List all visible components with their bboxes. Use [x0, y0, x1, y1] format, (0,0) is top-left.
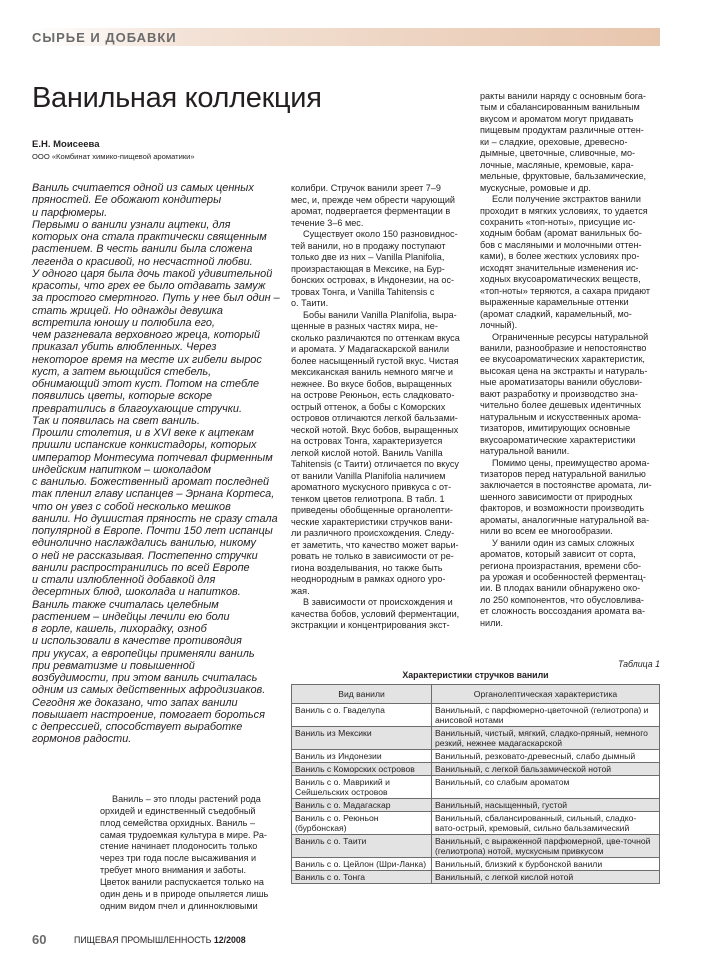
epigraph-line: Прошли столетия, и в XVI веке к ацтекам [32, 427, 254, 439]
table-caption: Характеристики стручков ванили [402, 670, 549, 680]
body-text-line: на острове Реюньон, есть сладковато- [291, 390, 455, 400]
journal-footer [74, 935, 246, 945]
epigraph-line: одним из самых действенных афродизиаков. [32, 684, 266, 697]
body-text-line: (аромат сладкий, карамельный, мо- [480, 308, 632, 319]
body-text-line: через три года после высаживания и [100, 853, 257, 864]
body-text-line: ходных вкусоароматических веществ, [480, 274, 641, 285]
body-column-2 [291, 183, 467, 632]
table-row [292, 750, 660, 763]
epigraph-line: и стали излюбленной добавкой для [32, 574, 216, 586]
section-label: СЫРЬЕ И ДОБАВКИ [32, 30, 177, 45]
body-text-line: легкой кислой нотой. Ваниль Vanilla [291, 447, 443, 458]
body-text-line: колибри. Стручок ванили зреет 7–9 [291, 183, 441, 193]
body-text-line: одним видом пчел и длинноклювыми [100, 900, 258, 911]
body-text-line: Помимо цены, преимущество арома- [492, 457, 650, 468]
epigraph-line: гормонов радости. [32, 733, 132, 746]
body-text-line: Цветок ванили распускается только на [100, 876, 264, 887]
table-cell-vanilla-type: Ваниль с о. Реюньон (бурбонская) [292, 812, 432, 835]
epigraph-line: популярной в Европе. Почти 150 лет испанцы [32, 525, 273, 537]
epigraph-line: Первыми о ванили узнали ацтеки, для [32, 218, 231, 231]
body-text-line: неоднородным в рамках одного уро- [291, 574, 446, 584]
body-text-line: Tahitensis (с Таити) отличается по вкусу [291, 459, 459, 469]
epigraph-line: возбудимости, при этом ваниль считалась [32, 672, 258, 684]
epigraph-line: которых она стала практически священным [32, 231, 267, 243]
body-text-line: лочный). [480, 320, 518, 331]
body-text-line: тизаторов, имитирующих основные [480, 423, 631, 434]
epigraph-line: и использовали в качестве противоядия [32, 635, 242, 648]
epigraph-line: так пленил главу испанцев – Эрнана Кортеса, [32, 488, 275, 501]
body-text-line: Существует около 150 разновиднос- [303, 229, 458, 239]
body-text-line: проходит в мягких условиях, то удается [480, 205, 648, 216]
table-cell-vanilla-type: Ваниль с о. Тонга [292, 871, 432, 884]
epigraph-line: пришли испанские конкистадоры, которых [32, 439, 257, 452]
body-text-line: пищевым продуктам различные оттен- [480, 125, 644, 136]
table-row [292, 763, 660, 776]
body-text-line: региона произрастания, времени сбо- [480, 560, 642, 571]
body-text-line: ли различного происхождения. Следу- [291, 528, 455, 538]
epigraph-line: единолично наслаждались ванилью, никому [32, 537, 256, 550]
table-cell-characteristic: Ванильный, сбалансированный, сильный, сладко-вато-острый, кремовый, сильно бальзамический [432, 812, 660, 835]
body-text-line: выраженные карамельные оттенки [480, 297, 629, 308]
body-text-line: натуральным и искусственных арома- [480, 411, 642, 422]
body-text-line: ровать не только в зависимости от ре- [291, 551, 454, 561]
body-text-line: мес, и, прежде чем обрести чарующий [291, 194, 455, 205]
table-cell-vanilla-type: Ваниль с о. Гваделупа [292, 704, 432, 727]
epigraph-line: в горле, кашель, лихорадку, озноб [32, 623, 207, 635]
table-cell-characteristic: Ванильный, чистый, мягкий, сладко-пряный, немного резкий, нежнее мадагаскарской [432, 727, 660, 750]
body-text-line: нили. [480, 617, 504, 628]
body-text-line: нили во всем ее многообразии. [480, 526, 613, 537]
body-text-line: бов с масляными и молочными оттен- [480, 239, 642, 250]
body-text-line: экстракции и концентрирования экст- [291, 620, 450, 630]
epigraph-line: красоты, что грех ее было отдавать замуж [32, 280, 266, 292]
body-text-line: ее вкусоароматических характеристик, [480, 354, 645, 365]
body-text-line: островов отличаются легкой бальзами- [291, 413, 458, 423]
body-text-line: требует много внимания и заботы. [100, 865, 247, 876]
body-text-line: сохранить «топ-ноты», присущие ис- [480, 216, 636, 227]
column-header-characteristic: Органолептическая характеристика [432, 685, 660, 704]
table-cell-characteristic: Ванильный, с выраженной парфюмерной, цве-точной (гелиотропа) нотой, мускусным привкусом [432, 835, 660, 858]
table-row [292, 799, 660, 812]
body-text-line: Если получение экстрактов ванили [492, 194, 641, 205]
table-row [292, 835, 660, 858]
table-cell-characteristic: Ванильный, насыщенный, густой [432, 799, 660, 812]
body-text-line: ароматы, аналогичные натуральной ва- [480, 514, 650, 525]
body-text-line: щенные в разных частях мира, не- [291, 321, 438, 331]
epigraph-line: за простого смертного. Путь у нее был один – [32, 292, 280, 305]
table-cell-vanilla-type: Ваниль из Индонезии [292, 750, 432, 763]
body-text-line: гиона возделывания, но также быть [291, 562, 443, 573]
body-text-line: ра урожая и особенностей ферментац- [480, 572, 646, 583]
journal-name: ПИЩЕВАЯ ПРОМЫШЛЕННОСТЬ [74, 935, 212, 945]
body-text-line: натуральной ванили. [480, 446, 570, 457]
epigraph-line: стать жрицей. Но однажды девушка [32, 304, 223, 317]
body-text-line: тым и сбалансированным ванильным [480, 102, 640, 113]
body-text-line: более насыщенный густой вкус. Чистая [291, 355, 459, 366]
table-header-row [292, 685, 660, 704]
body-text-line: орхидей и единственный съедобный [100, 805, 256, 816]
body-text-line: факторов, и возможности производить [480, 503, 645, 514]
journal-issue: 12/2008 [213, 935, 246, 945]
epigraph-line: с депрессией, способствует выработке [32, 721, 243, 733]
body-text-line: ванили, разнообразие и непостоянство [480, 342, 647, 353]
body-text-line: только две из них – Vanilla Planifolia, [291, 252, 445, 262]
epigraph-line: повышает настроение, помогает бороться [32, 708, 265, 721]
epigraph-line: император Монтесума потчевал фирменным [32, 451, 273, 464]
table-row [292, 858, 660, 871]
body-text-line: ки – сладкие, ореховые, древесно- [480, 136, 628, 147]
epigraph-line: легенда о красивой, но несчастной любви. [32, 255, 253, 268]
body-text-line: тизаторов перед натуральной ванилью [480, 468, 646, 479]
epigraph-line: обнимающий этот куст. Потом на стебле [32, 378, 260, 390]
body-text-line: высокая цена на экстракты и натураль- [480, 365, 648, 376]
body-text-line: ракты ванили наряду с основным бога- [480, 91, 646, 101]
epigraph-line: о ней не рассказывая. Постепенно стручки [32, 549, 258, 562]
body-text-line: ческой нотой. Вкус бобов, выращенных [291, 424, 459, 435]
epigraph-line: индейским напитком – шоколадом [32, 463, 211, 476]
intro-paragraph [100, 794, 280, 912]
body-text-line: ками), в более жестких условиях про- [480, 251, 640, 262]
table-cell-characteristic: Ванильный, близкий к бурбонской ванили [432, 858, 660, 871]
epigraph-line: некоторое время на месте их гибели вырос [32, 353, 262, 366]
body-text-line: качества бобов, условий ферментации, [291, 608, 460, 619]
epigraph-line: Так и появилась на свет ваниль. [32, 414, 200, 427]
body-text-line: В зависимости от происхождения и [303, 597, 453, 607]
body-text-line: сколько различаются по оттенкам вкуса [291, 332, 460, 343]
epigraph-line: куст, а затем вьющийся стебель, [32, 365, 212, 378]
body-text-line: Ваниль – это плоды растений рода [112, 794, 261, 804]
body-text-line: «топ-ноты» теряются, а сахара придают [480, 285, 651, 296]
epigraph-line: появились цветы, которые вскоре [32, 390, 213, 403]
epigraph-line: что он увез с собой несколько мешков [32, 500, 231, 513]
article-title: Ванильная коллекция [32, 82, 322, 114]
body-text-line: на островах Тонга, характеризуется [291, 436, 443, 446]
body-text-line: тровах Тонга, и Vanilla Tahitensis с [291, 286, 435, 297]
body-text-line: У ванили один из самых сложных [492, 537, 635, 548]
body-text-line: мельные, фруктовые, бальзамические, [480, 171, 647, 182]
epigraph-line: Сегодня же доказано, что запах ванили [32, 696, 238, 709]
body-text-line: нежнее. Во вкусе бобов, выращенных [291, 378, 452, 389]
body-text-line: лочные, масляные, кремовые, кара- [480, 159, 634, 170]
table-cell-characteristic: Ванильный, резковато-древесный, слабо дымный [432, 750, 660, 763]
epigraph-line: приказал убить влюбленных. Через [32, 341, 217, 354]
epigraph-line: превратились в благоухающие стручки. [32, 402, 242, 415]
epigraph-line: Ваниль также считалась целебным [32, 598, 219, 611]
body-text-line: и аромата. У Мадагаскарской ванили [291, 344, 450, 354]
vanilla-characteristics-table [291, 684, 660, 884]
epigraph-line: ванили распространились по всей Европе [32, 561, 250, 574]
body-text-line: ии. В плодах ванили обнаружено око- [480, 583, 641, 594]
body-text-line: тенком цветов гелиотропа. В табл. 1 [291, 493, 445, 504]
epigraph-line: при ревматизме и повышенной [32, 659, 195, 672]
body-text-line: приведены обобщенные органолепти- [291, 505, 453, 515]
body-text-line: вкусоароматические характеристики [480, 434, 636, 445]
body-text-line: ческие характеристики стручков вани- [291, 516, 453, 527]
table-cell-vanilla-type: Ваниль с Коморских островов [292, 763, 432, 776]
body-text-line: вкусом и ароматом могут придавать [480, 113, 634, 124]
table-cell-characteristic: Ванильный, с парфюмерно-цветочной (гелиотропа) и анисовой нотами [432, 704, 660, 727]
epigraph-line: Ваниль считается одной из самых ценных [32, 182, 254, 194]
table-cell-characteristic: Ванильный, с легкой бальзамической нотой [432, 763, 660, 776]
body-text-line: ароматного мускусного привкуса с от- [291, 482, 452, 492]
body-text-line: о. Таити. [291, 298, 329, 308]
body-text-line: мексиканская ваниль немного мягче и [291, 367, 453, 377]
page-number: 60 [32, 932, 47, 947]
epigraph-line: десертных блюд, шоколада и напитков. [32, 586, 241, 599]
body-text-line: течение 3–6 мес. [291, 217, 364, 228]
body-text-line: ходным бобам (аромат ванильных бо- [480, 228, 642, 239]
table-cell-vanilla-type: Ваниль с о. Мадагаскар [292, 799, 432, 812]
body-text-line: вают разработку и производство зна- [480, 388, 638, 399]
body-text-line: ло 250 компонентов, что обусловлива- [480, 594, 644, 605]
body-text-line: дымные, цветочные, сливочные, мо- [480, 148, 636, 159]
body-text-line: произрастающая в Мексике, на Бур- [291, 263, 445, 274]
column-header-vanilla-type: Вид ванили [292, 685, 432, 704]
body-text-line: ароматов, который зависит от сорта, [480, 549, 636, 560]
body-text-line: один день и в природе опыляется лишь [100, 888, 269, 899]
body-text-line: острый оттенок, а бобы с Коморских [291, 401, 446, 412]
body-text-line: бонских островах, в Индонезии, на ос- [291, 275, 455, 285]
table-row [292, 812, 660, 835]
body-text-line: чительно более дешевых идентичных [480, 400, 642, 411]
body-text-line: ет сложность воссоздания аромата ва- [480, 606, 646, 617]
epigraph-line: пряностей. Ее обожают кондитеры [32, 194, 222, 207]
table-cell-vanilla-type: Ваниль из Мексики [292, 727, 432, 750]
body-text-line: аромат, подвергается ферментации в [291, 206, 451, 216]
epigraph-line: растением – индейцы лечили ею боли [32, 610, 230, 623]
body-text-line: исходят значительные изменения ис- [480, 262, 639, 273]
table-cell-characteristic: Ванильный, со слабым ароматом [432, 776, 660, 799]
author-affiliation: ООО «Комбинат химико-пищевой ароматики» [32, 152, 195, 161]
article-author: Е.Н. Моисеева [32, 139, 100, 150]
body-text-line: ет заметить, что качество может варьи- [291, 539, 459, 550]
table-cell-vanilla-type: Ваниль с о. Цейлон (Шри-Ланка) [292, 858, 432, 871]
table-row [292, 871, 660, 884]
table-cell-vanilla-type: Ваниль с о. Маврикий и Сейшельских островов [292, 776, 432, 799]
body-text-line: Бобы ванили Vanilla Planifolia, выра- [303, 309, 457, 320]
table-cell-characteristic: Ванильный, с легкой кислой нотой [432, 871, 660, 884]
epigraph-line: чем разгневала верховного жреца, который [32, 329, 261, 341]
table-label: Таблица 1 [617, 659, 660, 669]
table-row [292, 704, 660, 727]
body-text-line: самая трудоемкая культура в мире. Ра- [100, 829, 267, 840]
table-row [292, 727, 660, 750]
epigraph-line: с ванилью. Божественный аромат последней [32, 476, 270, 488]
epigraph-line: ванили. Но душистая пряность не сразу стала [32, 512, 278, 525]
epigraph-line: и парфюмеры. [32, 206, 108, 219]
epigraph-line: при укусах, а европейцы применяли ваниль [32, 647, 255, 660]
body-text-line: мускусные, ромовые и др. [480, 182, 591, 193]
body-text-line: от ванили Vanilla Planifolia наличием [291, 470, 446, 481]
epigraph-line: встретила юношу и полюбила его, [32, 316, 215, 329]
epigraph-line: растением. В честь ванили была сложена [32, 243, 253, 256]
body-text-line: жая. [291, 585, 310, 596]
body-text-line: шенного зависимости от природных [480, 491, 633, 502]
body-text-line: Ограниченные ресурсы натуральной [492, 331, 649, 342]
body-text-line: заключается в постоянстве аромата, ли- [480, 480, 652, 491]
table-row [292, 776, 660, 799]
epigraph [32, 182, 282, 746]
body-text-line: ные ароматизаторы ванили обуслови- [480, 377, 643, 388]
body-text-line: плод семейства орхидных. Ваниль – [100, 817, 255, 828]
body-text-line: стение начинает плодоносить только [100, 841, 258, 852]
body-text-line: тей ванили, но в продажу поступают [291, 240, 446, 251]
epigraph-line: У одного царя была дочь такой удивительной [32, 267, 273, 280]
table-cell-vanilla-type: Ваниль с о. Таити [292, 835, 432, 858]
body-column-3 [480, 91, 660, 629]
